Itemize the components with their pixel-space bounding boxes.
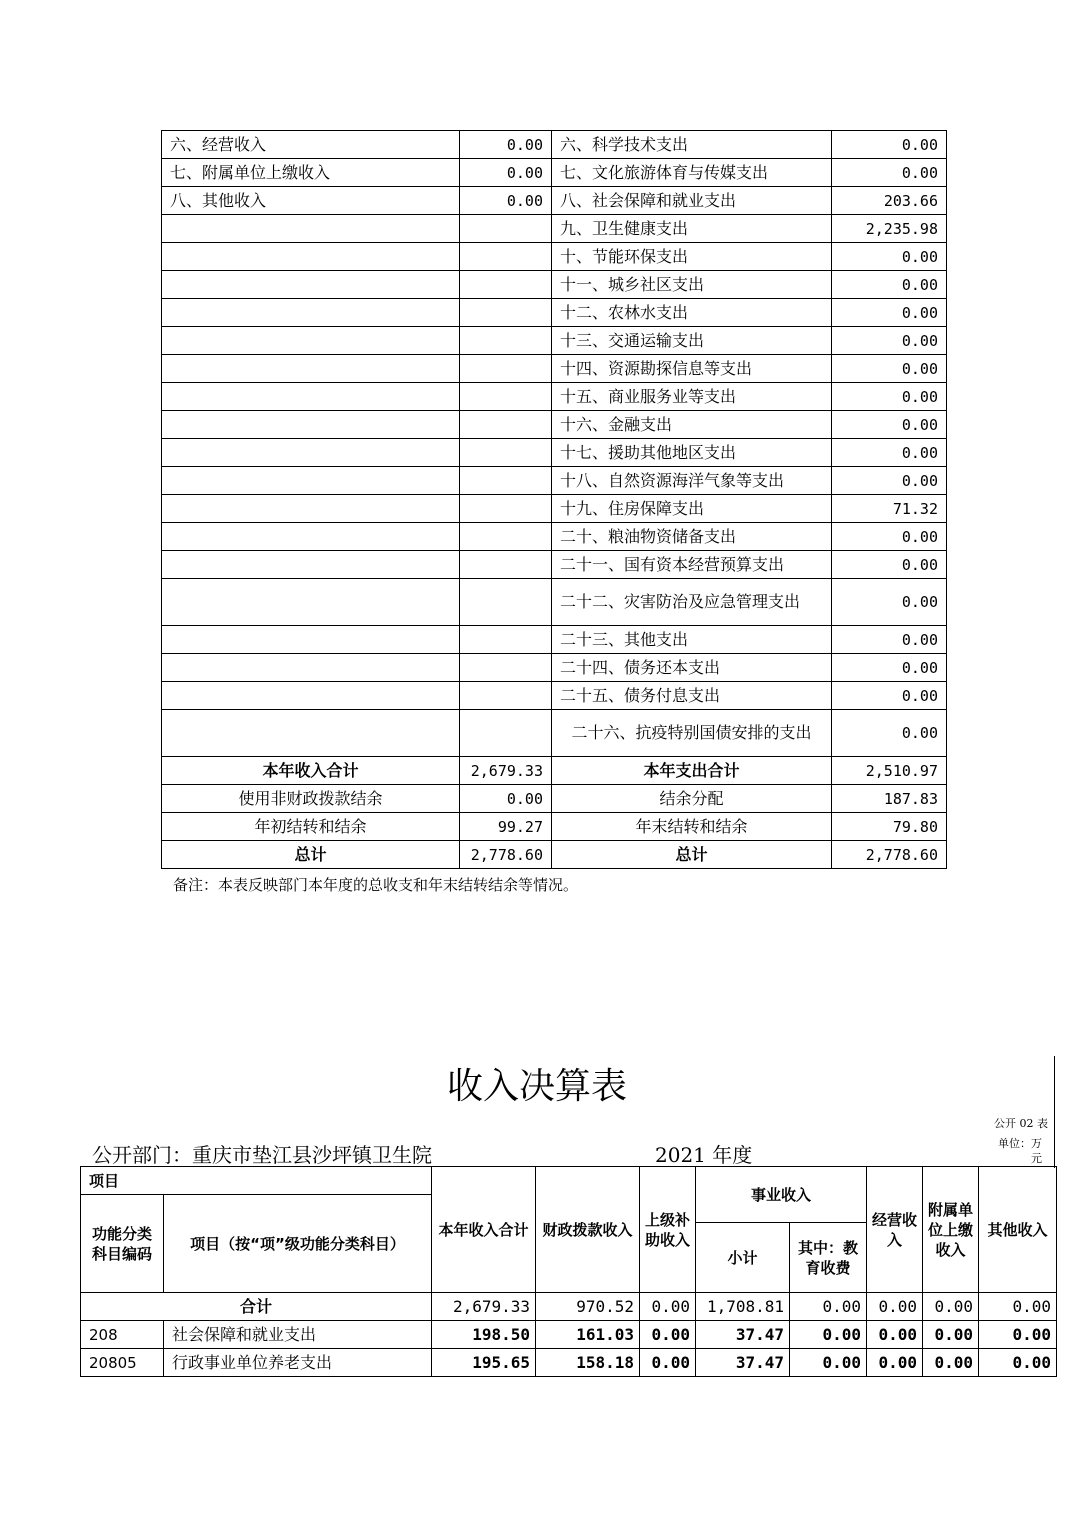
expense-item-value: 0.00	[832, 439, 947, 467]
income-item-value: 0.00	[460, 159, 552, 187]
expense-item-value: 0.00	[832, 710, 947, 757]
income-item-value: 0.00	[460, 187, 552, 215]
income-item-value	[460, 579, 552, 626]
expense-item-value: 0.00	[832, 159, 947, 187]
income-item-value	[460, 355, 552, 383]
summary-expense-value: 2,510.97	[832, 757, 947, 785]
income-item-value	[460, 271, 552, 299]
expense-item-label: 十四、资源勘探信息等支出	[552, 355, 832, 383]
summary-income-value: 0.00	[460, 785, 552, 813]
table-row	[162, 327, 947, 355]
summary-expense-value: 187.83	[832, 785, 947, 813]
fiscal-cell: 158.18	[536, 1349, 640, 1377]
table-row	[162, 495, 947, 523]
income-item-label	[162, 682, 460, 710]
income-item-label	[162, 467, 460, 495]
income-item-value	[460, 626, 552, 654]
expense-item-value: 0.00	[832, 682, 947, 710]
code-cell: 208	[81, 1321, 164, 1349]
income-expenditure-table	[161, 130, 947, 869]
summary-expense-label: 结余分配	[552, 785, 832, 813]
table-row	[162, 626, 947, 654]
department-label: 公开部门：重庆市垫江县沙坪镇卫生院	[92, 1143, 432, 1167]
other-cell: 0.00	[979, 1293, 1057, 1321]
other-cell: 0.00	[979, 1349, 1057, 1377]
income-item-label	[162, 243, 460, 271]
name-cell: 社会保障和就业支出	[164, 1321, 432, 1349]
subsidy-cell: 0.00	[640, 1293, 696, 1321]
expense-item-label: 十、节能环保支出	[552, 243, 832, 271]
subtotal-cell: 37.47	[696, 1321, 790, 1349]
expense-item-value: 0.00	[832, 654, 947, 682]
income-item-value	[460, 710, 552, 757]
fiscal-year: 2021 年度	[655, 1143, 753, 1167]
income-item-value	[460, 299, 552, 327]
summary-row	[162, 841, 947, 869]
income-item-label	[162, 327, 460, 355]
summary-income-label: 年初结转和结余	[162, 813, 460, 841]
income-item-value	[460, 654, 552, 682]
summary-row	[162, 813, 947, 841]
summary-income-label: 总计	[162, 841, 460, 869]
expense-item-label: 十八、自然资源海洋气象等支出	[552, 467, 832, 495]
header-other: 其他收入	[979, 1167, 1057, 1293]
expense-item-label: 八、社会保障和就业支出	[552, 187, 832, 215]
expense-item-value: 0.00	[832, 579, 947, 626]
income-item-value	[460, 411, 552, 439]
operating-cell: 0.00	[867, 1321, 923, 1349]
table-row	[162, 654, 947, 682]
income-item-label	[162, 411, 460, 439]
table-row	[162, 523, 947, 551]
summary-expense-value: 79.80	[832, 813, 947, 841]
expense-item-label: 二十、粮油物资储备支出	[552, 523, 832, 551]
report-title: 收入决算表	[446, 1066, 627, 1107]
other-cell: 0.00	[979, 1321, 1057, 1349]
summary-expense-value: 2,778.60	[832, 841, 947, 869]
income-item-label	[162, 495, 460, 523]
expense-item-label: 六、科学技术支出	[552, 131, 832, 159]
table-row	[162, 215, 947, 243]
total-row	[81, 1293, 1057, 1321]
expense-item-label: 九、卫生健康支出	[552, 215, 832, 243]
income-item-label	[162, 523, 460, 551]
expense-item-label: 十六、金融支出	[552, 411, 832, 439]
header-code: 功能分类科目编码	[81, 1195, 164, 1293]
total-label: 合计	[81, 1293, 432, 1321]
table-row	[162, 299, 947, 327]
header-fiscal: 财政拨款收入	[536, 1167, 640, 1293]
income-statement-table	[80, 1166, 1057, 1377]
header-education: 其中：教育收费	[790, 1223, 867, 1293]
income-item-label	[162, 299, 460, 327]
expense-item-label: 十九、住房保障支出	[552, 495, 832, 523]
expense-item-value: 0.00	[832, 271, 947, 299]
subtotal-cell: 1,708.81	[696, 1293, 790, 1321]
summary-income-value: 99.27	[460, 813, 552, 841]
operating-cell: 0.00	[867, 1349, 923, 1377]
header-business: 事业收入	[696, 1167, 867, 1223]
header-operating: 经营收入	[867, 1167, 923, 1293]
income-item-label: 八、其他收入	[162, 187, 460, 215]
expense-item-label: 十一、城乡社区支出	[552, 271, 832, 299]
subsidy-cell: 0.00	[640, 1349, 696, 1377]
page-divider	[1054, 1056, 1055, 1168]
expense-item-value: 71.32	[832, 495, 947, 523]
expense-item-value: 203.66	[832, 187, 947, 215]
income-item-label	[162, 654, 460, 682]
income-item-label	[162, 579, 460, 626]
unit-label: 单位：万元	[998, 1137, 1042, 1165]
income-item-value	[460, 243, 552, 271]
affiliated-cell: 0.00	[923, 1349, 979, 1377]
summary-income-label: 使用非财政拨款结余	[162, 785, 460, 813]
subsidy-cell: 0.00	[640, 1321, 696, 1349]
table-note: 备注：本表反映部门本年度的总收支和年末结转结余等情况。	[173, 876, 579, 894]
expense-item-value: 0.00	[832, 383, 947, 411]
table-row	[162, 710, 947, 757]
operating-cell: 0.00	[867, 1293, 923, 1321]
expense-item-label: 七、文化旅游体育与传媒支出	[552, 159, 832, 187]
summary-expense-label: 总计	[552, 841, 832, 869]
summary-income-value: 2,679.33	[460, 757, 552, 785]
table-row	[162, 383, 947, 411]
subtotal-cell: 37.47	[696, 1349, 790, 1377]
header-total: 本年收入合计	[432, 1167, 536, 1293]
income-item-value	[460, 467, 552, 495]
affiliated-cell: 0.00	[923, 1321, 979, 1349]
summary-row	[162, 757, 947, 785]
expense-item-value: 0.00	[832, 327, 947, 355]
table-row	[162, 159, 947, 187]
expense-item-label: 二十一、国有资本经营预算支出	[552, 551, 832, 579]
income-item-label: 七、附属单位上缴收入	[162, 159, 460, 187]
income-item-label: 六、经营收入	[162, 131, 460, 159]
income-statement-body	[81, 1167, 1057, 1377]
expense-item-value: 0.00	[832, 243, 947, 271]
expense-item-label: 十三、交通运输支出	[552, 327, 832, 355]
education-cell: 0.00	[790, 1349, 867, 1377]
education-cell: 0.00	[790, 1321, 867, 1349]
table-row	[162, 411, 947, 439]
income-item-label	[162, 626, 460, 654]
table-row	[162, 579, 947, 626]
code-cell: 20805	[81, 1349, 164, 1377]
fiscal-cell: 970.52	[536, 1293, 640, 1321]
expense-item-label: 二十六、抗疫特别国债安排的支出	[552, 710, 832, 757]
expense-item-label: 十七、援助其他地区支出	[552, 439, 832, 467]
table-row	[162, 439, 947, 467]
income-item-label	[162, 383, 460, 411]
form-number: 公开 02 表	[994, 1117, 1048, 1130]
table-row	[162, 467, 947, 495]
header-affiliated: 附属单位上缴收入	[923, 1167, 979, 1293]
affiliated-cell: 0.00	[923, 1293, 979, 1321]
summary-row	[162, 785, 947, 813]
expense-item-label: 二十四、债务还本支出	[552, 654, 832, 682]
income-item-label	[162, 551, 460, 579]
table-row	[162, 355, 947, 383]
name-cell: 行政事业单位养老支出	[164, 1349, 432, 1377]
expense-item-value: 0.00	[832, 131, 947, 159]
expense-item-value: 2,235.98	[832, 215, 947, 243]
table-row	[162, 187, 947, 215]
income-expenditure-body	[162, 131, 947, 869]
income-item-label	[162, 710, 460, 757]
education-cell: 0.00	[790, 1293, 867, 1321]
table-row	[81, 1349, 1057, 1377]
summary-income-value: 2,778.60	[460, 841, 552, 869]
header-project: 项目	[81, 1167, 432, 1195]
table-row	[162, 682, 947, 710]
fiscal-cell: 161.03	[536, 1321, 640, 1349]
income-item-value	[460, 215, 552, 243]
total-cell: 195.65	[432, 1349, 536, 1377]
income-item-value	[460, 495, 552, 523]
expense-item-value: 0.00	[832, 626, 947, 654]
expense-item-label: 十五、商业服务业等支出	[552, 383, 832, 411]
income-item-label	[162, 215, 460, 243]
header-name: 项目（按“项”级功能分类科目）	[164, 1195, 432, 1293]
income-item-label	[162, 355, 460, 383]
expense-item-label: 二十三、其他支出	[552, 626, 832, 654]
income-item-value	[460, 327, 552, 355]
summary-income-label: 本年收入合计	[162, 757, 460, 785]
expense-item-label: 二十二、灾害防治及应急管理支出	[552, 579, 832, 626]
table-row	[162, 243, 947, 271]
expense-item-value: 0.00	[832, 355, 947, 383]
income-item-value	[460, 383, 552, 411]
income-item-label	[162, 271, 460, 299]
expense-item-value: 0.00	[832, 411, 947, 439]
total-cell: 198.50	[432, 1321, 536, 1349]
income-item-value	[460, 439, 552, 467]
expense-item-value: 0.00	[832, 467, 947, 495]
income-item-value	[460, 523, 552, 551]
table-row	[162, 551, 947, 579]
header-subsidy: 上级补助收入	[640, 1167, 696, 1293]
summary-expense-label: 本年支出合计	[552, 757, 832, 785]
table-row	[162, 131, 947, 159]
expense-item-value: 0.00	[832, 551, 947, 579]
summary-expense-label: 年末结转和结余	[552, 813, 832, 841]
income-item-value	[460, 551, 552, 579]
header-subtotal: 小计	[696, 1223, 790, 1293]
total-cell: 2,679.33	[432, 1293, 536, 1321]
expense-item-value: 0.00	[832, 299, 947, 327]
table-row	[81, 1321, 1057, 1349]
table-row	[162, 271, 947, 299]
expense-item-label: 十二、农林水支出	[552, 299, 832, 327]
income-item-value	[460, 682, 552, 710]
expense-item-label: 二十五、债务付息支出	[552, 682, 832, 710]
income-item-label	[162, 439, 460, 467]
income-item-value: 0.00	[460, 131, 552, 159]
expense-item-value: 0.00	[832, 523, 947, 551]
